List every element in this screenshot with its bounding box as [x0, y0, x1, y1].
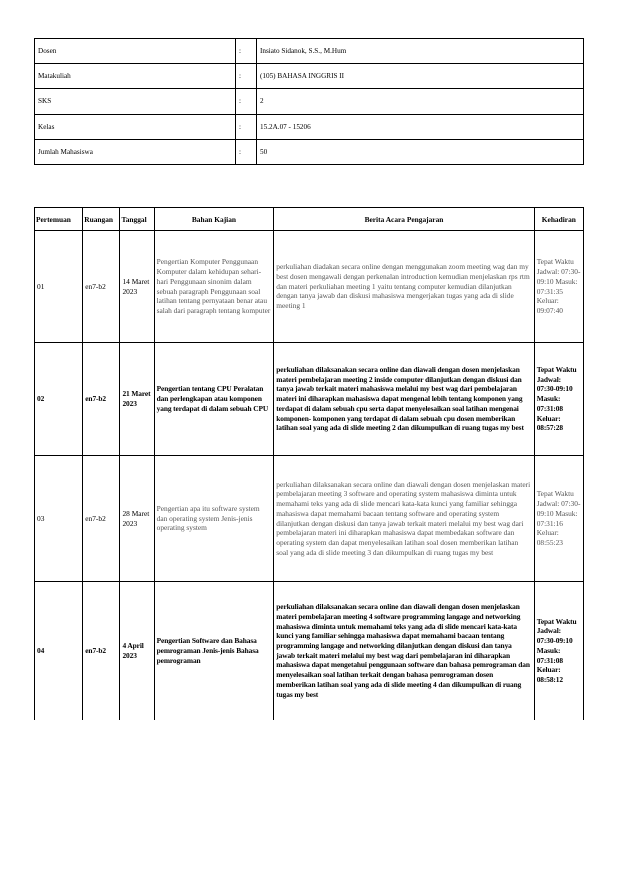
- cell-tanggal: 28 Maret 2023: [120, 456, 154, 582]
- cell-kehadiran: Tepat Waktu Jadwal: 07:30-09:10 Masuk: 07:31:35 Keluar: 09:07:40: [534, 231, 583, 343]
- info-label: Jumlah Mahasiswa: [35, 139, 236, 164]
- info-colon: :: [236, 89, 257, 114]
- table-row: [35, 343, 584, 456]
- info-label: Kelas: [35, 114, 236, 139]
- cell-berita-acara: perkuliahan diadakan secara online dengan menggunakan zoom meeting wag dan my best dosen mengawali dengan perkenalan introduction kemudian menjelaskan rps rtm dan materi perkuliahan meeting 1 yaitu tentang computer kemudian dilanjutkan dengan tanya jawab dan diskusi mahasiswa mengerjakan tugas yang ada di slide meeting 1: [274, 231, 534, 343]
- info-label: Matakuliah: [35, 64, 236, 89]
- table-row: [35, 456, 584, 582]
- meeting-log-table: [34, 207, 584, 720]
- table-row: [35, 582, 584, 720]
- info-colon: :: [236, 39, 257, 64]
- info-row: [35, 139, 584, 164]
- info-value: 50: [257, 139, 584, 164]
- cell-pertemuan: 04: [35, 582, 83, 720]
- cell-bahan-kajian: Pengertian Software dan Bahasa pemrograman Jenis-jenis Bahasa pemrograman: [154, 582, 274, 720]
- cell-ruangan: en7-b2: [83, 231, 120, 343]
- cell-tanggal: 21 Maret 2023: [120, 343, 154, 456]
- cell-bahan-kajian: Pengertian tentang CPU Peralatan dan perlengkapan atau komponen yang terdapat di dalam sebuah CPU: [154, 343, 274, 456]
- cell-ruangan: en7-b2: [83, 456, 120, 582]
- info-colon: :: [236, 114, 257, 139]
- cell-pertemuan: 01: [35, 231, 83, 343]
- info-colon: :: [236, 139, 257, 164]
- cell-kehadiran: Tepat Waktu Jadwal: 07:30-09:10 Masuk: 07:31:16 Keluar: 08:55:23: [534, 456, 583, 582]
- info-row: [35, 64, 584, 89]
- info-row: [35, 39, 584, 64]
- info-row: [35, 114, 584, 139]
- cell-bahan-kajian: Pengertian apa itu software system dan operating system Jenis-jenis operating system: [154, 456, 274, 582]
- info-value: (105) BAHASA INGGRIS II: [257, 64, 584, 89]
- cell-ruangan: en7-b2: [83, 343, 120, 456]
- cell-kehadiran: Tepat Waktu Jadwal: 07:30-09:10 Masuk: 07:31:08 Keluar: 08:58:12: [534, 582, 583, 720]
- header-ruangan: Ruangan: [83, 208, 120, 231]
- header-bahan-kajian: Bahan Kajian: [154, 208, 274, 231]
- info-value: 15.2A.07 - 15206: [257, 114, 584, 139]
- cell-berita-acara: perkuliahan dilaksanakan secara online dan diawali dengan dosen menjelaskan materi pembelajaran meeting 2 inside computer dilanjutkan dengan diskusi dan tanya jawab terkait materi mahasiswa melalui my best wag dari pembelajaran materi ini diharapkan mahasiswa dapat mengenal lebih tentang komponen yang terdapat di dalam sebuah cpu serta dapat menyelesaikan soal latihan mengenai komponen- komponen yang terdapat di dalam sebuah cpu dosen memberikan latihan soal yang ada di slide meeting 2 dan dikumpulkan di ruang tugas my best: [274, 343, 534, 456]
- cell-berita-acara: perkuliahan dilaksanakan secara online dan diawali dengan dosen menjelaskan materi pembelajaran meeting 3 software and operating system mahasiswa diminta untuk memahami teks yang ada di slide mencari kata-kata kunci yang familiar sehingga mahasiswa dapat memahami bacaan tentang software and operating system dilanjutkan dengan diskusi dan tanya jawab terkait materi melalui my best wag dari pembelajaran materi ini diharapkan mahasiswa dapat membedakan software dan operating system dan dapat menyelesaikan latihan soal dosen memberikan latihan soal yang ada di slide meeting 3 dan dikumpulkan di ruang tugas my best: [274, 456, 534, 582]
- info-label: Dosen: [35, 39, 236, 64]
- cell-tanggal: 14 Maret 2023: [120, 231, 154, 343]
- cell-tanggal: 4 April 2023: [120, 582, 154, 720]
- cell-ruangan: en7-b2: [83, 582, 120, 720]
- cell-bahan-kajian: Pengertian Komputer Penggunaan Komputer dalam kehidupan sehari-hari Penggunaan sinonim dalam sebuah paragraph Penggunaan soal latihan tentang pernyataan benar atau salah dari paragraph tentang komputer: [154, 231, 274, 343]
- header-kehadiran: Kehadiran: [534, 208, 583, 231]
- info-row: [35, 89, 584, 114]
- table-row: [35, 231, 584, 343]
- info-value: 2: [257, 89, 584, 114]
- info-value: Insiato Sidanok, S.S., M.Hum: [257, 39, 584, 64]
- table-header-row: [35, 208, 584, 231]
- cell-kehadiran: Tepat Waktu Jadwal: 07:30-09:10 Masuk: 07:31:08 Keluar: 08:57:28: [534, 343, 583, 456]
- cell-pertemuan: 02: [35, 343, 83, 456]
- course-info-table: [34, 38, 584, 165]
- info-label: SKS: [35, 89, 236, 114]
- header-tanggal: Tanggal: [120, 208, 154, 231]
- header-berita-acara: Berita Acara Pengajaran: [274, 208, 534, 231]
- cell-berita-acara: perkuliahan dilaksanakan secara online dan diawali dengan dosen menjelaskan materi pembelajaran meeting 4 software programming langage and networking mahasiswa diminta untuk memahami teks yang ada di slide mencari kata-kata kunci yang familiar sehingga mahasiswa dapat memahami bacaan tentang programming langage and networking dilanjutkan dengan diskusi dan tanya jawab terkait materi melalui my best wag dari pembelajaran ini diharapkan mahasiswa dapat mengetahui penggunaan software dan bahasa pemrograman dan menyelesaikan soal latihan terkait dengan bahasa pemrograman dosen memberikan latihan soal yang ada di slide meeting 4 dan dikumpulkan di ruang tugas my best: [274, 582, 534, 720]
- cell-pertemuan: 03: [35, 456, 83, 582]
- header-pertemuan: Pertemuan: [35, 208, 83, 231]
- info-colon: :: [236, 64, 257, 89]
